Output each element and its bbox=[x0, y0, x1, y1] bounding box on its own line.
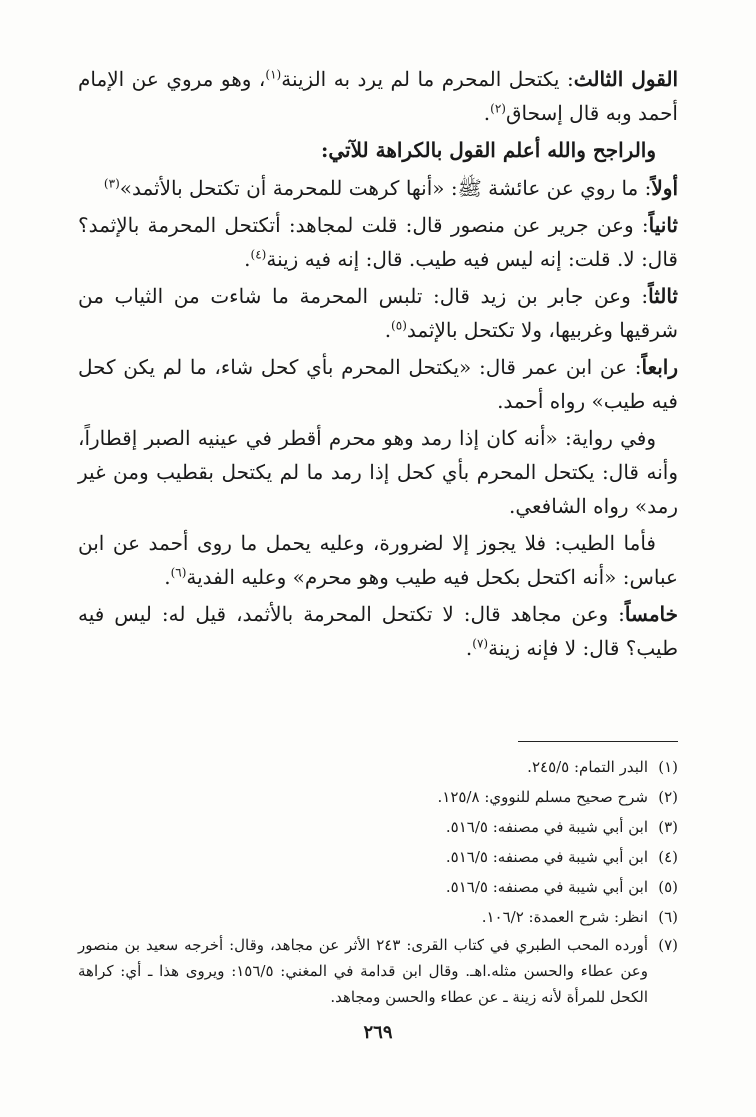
footnote-text: انظر: شرح العمدة: ١٠٦/٢. bbox=[481, 908, 648, 926]
footnotes bbox=[78, 752, 678, 1010]
footnote-item bbox=[78, 812, 678, 842]
paragraph-text: : وعن جابر بن زيد قال: تلبس المحرمة ما شاءت من الثياب من شرقيها وغربيها، ولا تكتحل بالإثمد bbox=[78, 284, 678, 342]
footnote-ref[interactable]: (٧) bbox=[472, 636, 489, 651]
paragraph-lead: أولاً bbox=[651, 176, 678, 200]
footnote-ref[interactable]: (٥) bbox=[391, 318, 407, 333]
footnote-number: (٢) bbox=[658, 788, 678, 806]
footnote-number: (٥) bbox=[658, 878, 678, 896]
footnote-number: (٦) bbox=[658, 908, 678, 926]
paragraph-third bbox=[78, 279, 678, 347]
footnote-item bbox=[78, 842, 678, 872]
footnote-text: البدر التمام: ٢٤٥/٥. bbox=[527, 758, 648, 776]
footnote-item bbox=[78, 932, 678, 1010]
footnote-text: أورده المحب الطبري في كتاب القرى: ٢٤٣ الأثر عن مجاهد، وقال: أخرجه سعيد بن منصور وعن عطاء والحسن مثله.اهـ. وقال ابن قدامة في المغني: ١٥٦/٥: ويروى هذا ـ أي: كراهة الكحل للمرأة لأنه زينة ـ عن عطاء والحسن ومجاهد. bbox=[78, 936, 648, 1006]
paragraph-perfume bbox=[78, 526, 678, 594]
paragraph-fifth bbox=[78, 597, 678, 665]
paragraph-text: : يكتحل المحرم ما لم يرد به الزينة bbox=[281, 67, 574, 91]
footnote-number: (١) bbox=[658, 758, 678, 776]
paragraph-lead: رابعاً bbox=[641, 355, 678, 379]
paragraph-text: فأما الطيب: فلا يجوز إلا لضرورة، وعليه يحمل ما روى أحمد عن ابن عباس: «أنه اكتحل بكحل فيه طيب وهو محرم» وعليه الفدية bbox=[78, 531, 678, 589]
paragraph-text-end: . bbox=[244, 247, 251, 271]
paragraph-second bbox=[78, 208, 678, 276]
paragraph-lead: خامساً bbox=[624, 602, 678, 626]
paragraph-fourth bbox=[78, 350, 678, 418]
paragraph-third-opinion bbox=[78, 62, 678, 130]
footnote-ref[interactable]: (٦) bbox=[170, 565, 187, 580]
page-number: ٢٦٩ bbox=[363, 1022, 393, 1043]
paragraph-first bbox=[78, 171, 678, 205]
paragraph-lead: ثانياً bbox=[648, 213, 678, 237]
footnote-text: ابن أبي شيبة في مصنفه: ٥١٦/٥. bbox=[445, 818, 648, 836]
paragraph-text: : وعن مجاهد قال: لا تكتحل المحرمة بالأثمد، قيل له: ليس فيه طيب؟ قال: لا فإنه زينة bbox=[78, 602, 678, 660]
footnote-number: (٣) bbox=[658, 818, 678, 836]
footnote-item bbox=[78, 872, 678, 902]
footnote-text: ابن أبي شيبة في مصنفه: ٥١٦/٥. bbox=[445, 878, 648, 896]
footnote-text: ابن أبي شيبة في مصنفه: ٥١٦/٥. bbox=[445, 848, 648, 866]
paragraph-text: وفي رواية: «أنه كان إذا رمد وهو محرم أقطر في عينيه الصبر إقطاراً، وأنه قال: يكتحل المحرم بأي كحل إذا رمد ما لم يكتحل بقطيب ومن غير رمد» رواه الشافعي. bbox=[78, 426, 678, 518]
main-text bbox=[78, 62, 678, 665]
paragraph-text-end: . bbox=[384, 318, 392, 342]
footnote-divider bbox=[518, 741, 678, 742]
footnote-number: (٧) bbox=[658, 936, 678, 954]
paragraph-narration bbox=[78, 421, 678, 523]
footnote-ref[interactable]: (٢) bbox=[490, 101, 506, 116]
paragraph-text-end: . bbox=[483, 101, 491, 125]
paragraph-text-end: . bbox=[465, 636, 473, 660]
footnote-ref[interactable]: (١) bbox=[265, 67, 282, 82]
paragraph-text-end: . bbox=[164, 565, 171, 589]
paragraph-text-cont: ، وهو مروي عن الإمام أحمد وبه قال إسحاق bbox=[78, 67, 678, 125]
footnote-text: شرح صحيح مسلم للنووي: ١٢٥/٨. bbox=[437, 788, 648, 806]
footnote-item bbox=[78, 752, 678, 782]
paragraph-text: : وعن جرير عن منصور قال: قلت لمجاهد: أتكتحل المحرمة بالإثمد؟ قال: لا. قلت: إنه ليس فيه طيب. قال: إنه فيه زينة bbox=[78, 213, 678, 271]
paragraph-lead: ثالثاً bbox=[648, 284, 678, 308]
paragraph-text: : ما روي عن عائشة ﷺ: «أنها كرهت للمحرمة أن تكتحل بالأثمد» bbox=[119, 176, 652, 200]
footnote-ref[interactable]: (٤) bbox=[250, 247, 267, 262]
paragraph-lead: القول الثالث bbox=[573, 67, 679, 91]
section-heading: والراجح والله أعلم القول بالكراهة للآتي: bbox=[321, 138, 656, 162]
footnote-item bbox=[78, 782, 678, 812]
footnote-number: (٤) bbox=[658, 848, 678, 866]
footnote-item bbox=[78, 902, 678, 932]
paragraph-text: : عن ابن عمر قال: «يكتحل المحرم بأي كحل شاء، ما لم يكن كحل فيه طيب» رواه أحمد. bbox=[78, 355, 678, 413]
footnote-ref[interactable]: (٣) bbox=[103, 176, 120, 191]
